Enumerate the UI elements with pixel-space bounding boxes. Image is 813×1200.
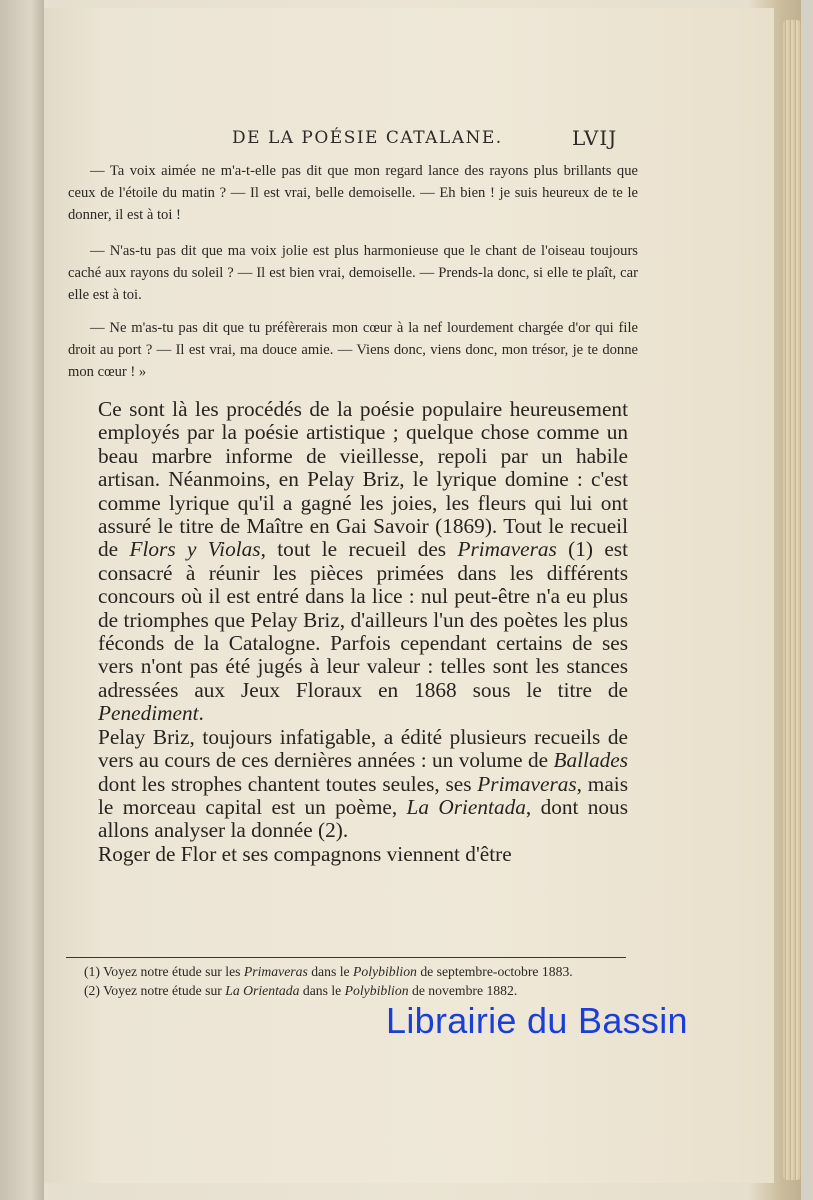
body-paragraph-3: Roger de Flor et ses compagnons viennent d'être — [98, 841, 512, 866]
facing-page-edge — [0, 0, 44, 1200]
footnotes — [84, 964, 629, 999]
footnote-1: (1) Voyez notre étude sur les Primaveras dans le Polybiblion de septembre-octobre 1883. — [84, 964, 573, 979]
footnote-rule — [66, 957, 626, 958]
running-title: DE LA POÉSIE CATALANE. — [232, 128, 503, 148]
seller-watermark: Librairie du Bassin — [386, 1000, 688, 1041]
quote-stanza-3 — [68, 317, 638, 383]
quote-paragraph: — Ne m'as-tu pas dit que tu préfèrerais mon cœur à la nef lourdement chargée d'or qui file droit au port ? — Il est vrai, ma douce amie. — Viens donc, viens donc, mon trésor, je te donne mon cœur ! » — [68, 320, 638, 380]
quote-paragraph: — Ta voix aimée ne m'a-t-elle pas dit que mon regard lance des rayons plus brillants que ceux de l'étoile du matin ? — Il est vrai, belle demoiselle. — Eh bien ! je suis heureux de te le donner, il est à toi ! — [68, 163, 638, 223]
running-header — [232, 126, 618, 150]
quote-stanza-2 — [68, 240, 638, 306]
right-shadow — [801, 0, 813, 1200]
body-paragraph-1: Ce sont là les procédés de la poésie populaire heureusement employés par la poésie artistique ; quelque chose comme un beau marbre informe de vieillesse, repoli par un habile artisan. Néanmoins, en Pelay Briz, le lyrique domine : c'est comme lyrique qu'il a gagné les joies, les fleurs qui lui ont assuré le titre de Maître en Gai Savoir (1869). Tout le recueil de Flors y Violas, tout le recueil des Primaveras (1) est consacré à réunir les pièces primées dans les différents concours où il est entré dans la lice : nul peut-être n'a eu plus de triomphes que Pelay Briz, d'ailleurs l'un des poètes les plus féconds de la Catalogne. Parfois cependant certains de ses vers n'ont pas été jugés à leur valeur : telles sont les stances adressées aux Jeux Floraux en 1868 sous le titre de Penediment. — [98, 397, 628, 726]
page-block-edges — [783, 20, 801, 1180]
page-number: LVIJ — [572, 126, 618, 150]
body-paragraph-2: Pelay Briz, toujours infatigable, a édité plusieurs recueils de vers au cours de ces dernières années : un volume de Ballades dont les strophes chantent toutes seules, ses Primaveras, mais le morceau capital est un poème, La Orientada, dont nous allons analyser la donnée (2). — [98, 724, 628, 843]
main-body-text — [98, 398, 628, 866]
quote-stanza-1 — [68, 160, 638, 226]
quote-paragraph: — N'as-tu pas dit que ma voix jolie est plus harmonieuse que le chant de l'oiseau toujours caché aux rayons du soleil ? — Il est bien vrai, demoiselle. — Prends-la donc, si elle te plaît, car elle est à toi. — [68, 243, 638, 303]
footnote-2: (2) Voyez notre étude sur La Orientada dans le Polybiblion de novembre 1882. — [84, 982, 518, 998]
